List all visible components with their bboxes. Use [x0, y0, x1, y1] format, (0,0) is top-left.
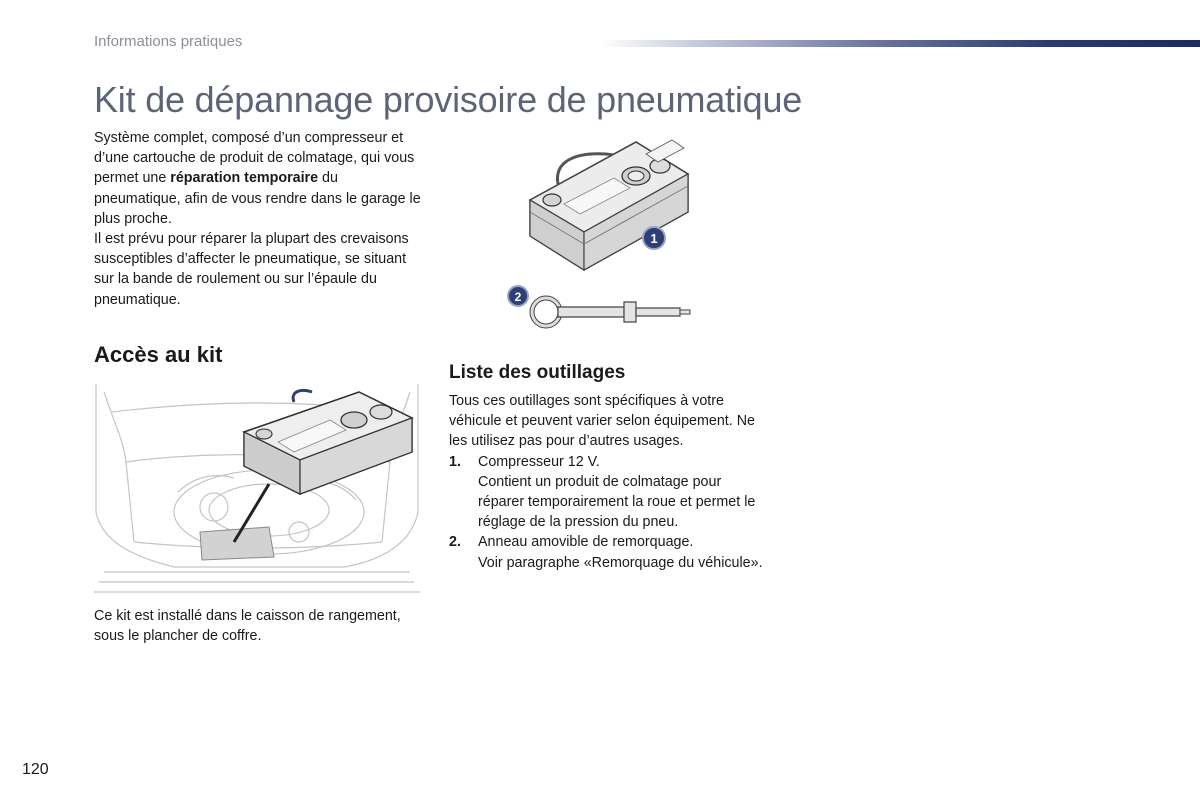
access-heading: Accès au kit: [94, 342, 223, 367]
trunk-illustration: [94, 382, 420, 602]
tow-ring-drawing: [532, 298, 690, 326]
tool-item-title: Anneau amovible de remorquage.: [478, 534, 694, 551]
tools-list: [449, 391, 769, 573]
badge-1-label: 1: [650, 231, 658, 246]
compressor-drawing: [530, 140, 688, 270]
kit-inset-drawing: [244, 390, 412, 494]
tool-item-number: 2.: [449, 534, 461, 551]
section-label: Informations pratiques: [94, 33, 243, 50]
intro-bold-term: réparation temporaire: [170, 170, 319, 187]
tool-item-1: [449, 452, 769, 533]
tool-item-2: [449, 532, 769, 572]
tools-illustration: [496, 132, 706, 337]
tool-item-title: Compresseur 12 V.: [478, 453, 600, 470]
access-caption: Ce kit est installé dans le caisson de rangement, sous le plancher de coffre.: [94, 608, 401, 645]
header-gradient-bar: [600, 40, 1200, 47]
intro-paragraph-1: Système complet, composé d’un compresseur et d’une cartouche de produit de colmatage, qui vous permet une réparation temporaire du pneumatique, afin de vous rendre dans le garage le plus proche.: [94, 130, 421, 227]
tool-item-number: 1.: [449, 453, 461, 470]
tools-heading: Liste des outillages: [449, 362, 626, 383]
page-title: Kit de dépannage provisoire de pneumatique: [94, 79, 803, 120]
tool-item-detail: Voir paragraphe «Remorquage du véhicule».: [478, 554, 763, 571]
intro-text: [94, 128, 424, 310]
tools-intro: Tous ces outillages sont spécifiques à votre véhicule et peuvent varier selon équipement. Ne les utilisez pas pour d’autres usages.: [449, 393, 755, 450]
intro-paragraph-2: Il est prévu pour réparer la plupart des crevaisons susceptibles d’affecter le pneumatique, se situant sur la bande de roulement ou sur l’épaule du pneumatique.: [94, 231, 409, 308]
badge-2-label: 2: [514, 290, 522, 304]
tool-item-detail: Contient un produit de colmatage pour réparer temporairement la roue et permet le réglage de la pression du pneu.: [478, 473, 756, 531]
page-number: 120: [22, 761, 49, 778]
